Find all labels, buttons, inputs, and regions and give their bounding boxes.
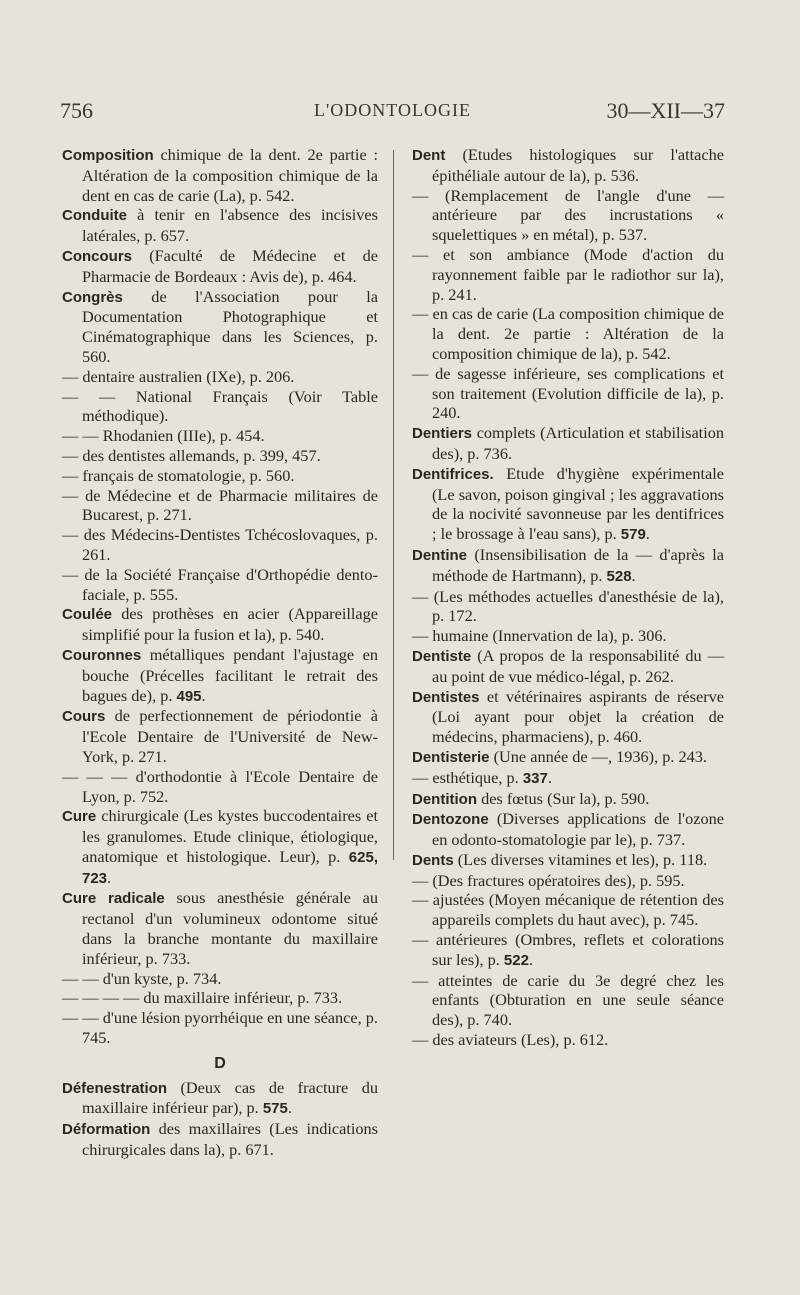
entry-text: — — — — du maxillaire inférieur, p. 733. [62,988,343,1008]
entry-text: de perfectionnement de périodontie à l'Ecole Dentaire de l'Université de New-York, p. 271. [82,706,378,766]
entry-text: — des dentistes allemands, p. 399, 457. [62,445,321,465]
entry-headword: Déformation [62,1121,151,1139]
entry-text: — de la Société Française d'Orthopédie dento-faciale, p. 555. [62,564,378,604]
index-entry [412,890,724,930]
index-entry [412,145,724,186]
entry-text: à tenir en l'absence des incisives latérales, p. 657. [82,205,378,246]
index-entry [62,1078,378,1120]
entry-page-bold: 495 [176,687,202,705]
entry-text: — — — d'orthodontie à l'Ecole Dentaire de Lyon, p. 752. [62,766,378,806]
entry-headword: Conduite [62,207,127,225]
entry-page-bold: 337 [522,769,548,787]
index-entry [412,646,724,687]
index-entry [62,645,378,706]
index-entry [62,246,378,287]
right-column [412,145,724,1050]
entry-text: et vétérinaires aspirants de réserve (Loi ayant pour objet la création de médecins, pharmaciens), p. 460. [432,686,724,747]
index-entry [412,626,724,646]
page-number: 756 [60,98,93,123]
index-entry [412,768,724,789]
page-header [60,98,725,132]
entry-page-bold: 575 [262,1100,288,1118]
entry-text: (Une année de —, 1936), p. 243. [489,746,708,766]
entry-tail: . [107,867,112,887]
index-entry [62,466,378,486]
entry-text: — — d'une lésion pyorrhéique en une séance, p. 745. [62,1008,378,1048]
entry-text: sous anesthésie générale au rectanol d'un volumineux odontome situé dans la branche montante du maxillaire inférieur, p. 733. [82,888,379,968]
index-entry [62,706,378,766]
entry-headword: Cure [62,808,97,826]
index-entry [412,747,724,768]
issue-date: 30—XII—37 [606,98,725,123]
index-entry [412,930,724,971]
entry-headword: Dentistes [412,688,480,706]
entry-text: — humaine (Innervation de la), p. 306. [412,626,667,646]
entry-tail: . [528,949,534,969]
index-entry [62,1008,378,1048]
entry-headword: Dentition [412,790,477,808]
entry-headword: Congrès [62,288,123,306]
entry-headword: Dentozone [412,811,489,829]
left-column [62,145,378,1160]
entry-text: Etude d'hygiène expérimentale (Le savon, poison gingival ; les aggravations de la nocivité savonneuse par les dentifrices ; le brossage à l'eau sans), p. [432,463,724,544]
index-entry [62,1119,378,1160]
entry-headword: Cours [62,708,106,726]
right-entries [412,145,724,1050]
entry-text: — français de stomatologie, p. 560. [62,465,295,485]
index-entry [62,367,378,387]
entry-tail: . [645,524,650,544]
entry-text: — (Les méthodes actuelles d'anesthésie de la), p. 172. [412,586,724,626]
entry-headword: Coulée [62,606,113,624]
entry-text: métalliques pendant l'ajustage en bouche (Précelles facilitant le retrait des bagues de), p. [82,644,378,705]
index-entry [412,971,724,1030]
index-entry [62,988,378,1008]
entry-headword: Dentiers [412,425,473,443]
entry-headword: Dentifrices. [412,465,494,483]
entry-headword: Couronnes [62,646,142,664]
index-entry [412,687,724,747]
entry-text: — ajustées (Moyen mécanique de rétention des appareils complets du haut avec), p. 745. [412,890,724,930]
entry-headword: Défenestration [62,1079,168,1097]
entry-headword: Dents [412,851,454,869]
entry-page-bold: 528 [606,567,632,585]
entry-text: — — Rhodanien (IIIe), p. 454. [62,426,265,446]
entry-text: — atteintes de carie du 3e degré chez les enfants (Obturation en une seule séance des), p. 740. [412,970,724,1030]
index-entry [62,287,378,367]
index-entry [62,387,378,427]
entry-headword: Cure radicale [62,890,165,908]
index-entry [412,809,724,850]
entry-headword: Concours [62,247,133,265]
index-entry [412,186,724,245]
index-entry [412,850,724,871]
entry-text: (Insensibilisation de la — d'après la méthode de Hartmann), p. [432,544,724,585]
entry-page-bold: 579 [620,526,646,544]
entry-text: — des Médecins-Dentistes Tchécoslovaques, p. 261. [62,525,378,564]
entry-text: (Deux cas de fracture du maxillaire inférieur par), p. [82,1077,378,1118]
index-entry [412,364,724,423]
entry-headword: Dentisterie [412,748,490,766]
index-entry [412,464,724,545]
index-entry [412,871,724,891]
left-entries-after [62,1078,378,1160]
index-entry [62,525,378,565]
index-entry [412,1030,724,1050]
left-entries [62,145,378,1048]
entry-text: (A propos de la responsabilité du — au point de vue médico-légal, p. 262. [432,645,724,686]
entry-text: — et son ambiance (Mode d'action du rayonnement faible par le radiothor sur la), p. 241. [412,244,724,304]
section-letter: D [214,1054,226,1072]
index-entry [412,304,724,363]
index-entry [62,806,378,888]
entry-text: — antérieures (Ombres, reflets et colorations sur les), p. [412,930,724,969]
entry-headword: Dentine [412,546,468,564]
entry-text: de l'Association pour la Documentation Photographique et Cinématographique dans les Sciences, p. 560. [82,286,378,366]
index-entry [62,565,378,605]
entry-text: — (Remplacement de l'angle d'une — antérieure par des incrustations « squelettiques » en métal), p. 537. [412,185,724,245]
entry-text: — en cas de carie (La composition chimique de la dent. 2e partie : Altération de la composition chimique de la), p. 542. [412,304,724,363]
entry-tail: . [287,1098,292,1118]
entry-text: (Diverses applications de l'ozone en odonto-stomatologie par le), p. 737. [432,809,724,850]
index-entry [62,604,378,645]
entry-text: — de sagesse inférieure, ses complications et son traitement (Evolution difficile de la), p. 240. [412,363,724,423]
entry-text: — esthétique, p. [412,767,523,787]
running-title: L'ODONTOLOGIE [314,100,471,120]
entry-headword: Dentiste [412,647,472,665]
entry-text: — — d'un kyste, p. 734. [62,968,222,988]
entry-text: — (Des fractures opératoires des), p. 595. [412,870,685,890]
index-entry [62,145,378,205]
index-entry [412,587,724,627]
entry-text: (Faculté de Médecine et de Pharmacie de Bordeaux : Avis de), p. 464. [82,245,378,286]
index-entry [62,205,378,246]
entry-text: — dentaire australien (IXe), p. 206. [62,366,295,386]
column-divider [393,150,394,860]
entry-tail: . [631,565,636,585]
entry-text: (Etudes histologiques sur l'attache épithéliale autour de la), p. 536. [432,145,724,185]
entry-text: — des aviateurs (Les), p. 612. [412,1030,609,1050]
index-entry [62,888,378,968]
entry-page-bold: 522 [503,951,529,969]
index-entry [412,245,724,304]
index-entry [412,789,724,810]
entry-headword: Dent [412,147,446,164]
entry-tail: . [201,685,206,705]
index-entry [412,423,724,464]
index-entry [62,426,378,446]
entry-text: — — National Français (Voir Table méthodique). [62,386,378,426]
entry-text: — de Médecine et de Pharmacie militaires de Bucarest, p. 271. [62,485,378,525]
entry-text: des prothèses en acier (Appareillage simplifié pour la fusion et la), p. 540. [82,604,378,645]
index-entry [62,767,378,807]
entry-page-bold: 625, 723 [82,848,378,887]
entry-text: complets (Articulation et stabilisation des), p. 736. [432,423,724,463]
entry-text: (Les diverses vitamines et les), p. 118. [453,849,708,869]
index-entry [412,545,724,587]
index-entry [62,446,378,466]
index-entry [62,486,378,526]
entry-text: des maxillaires (Les indications chirurgicales dans la), p. 671. [82,1119,378,1160]
index-entry [62,969,378,989]
entry-text: chimique de la dent. 2e partie : Altération de la composition chimique de la dent en cas de carie (La), p. 542. [82,145,378,205]
entry-text: des fœtus (Sur la), p. 590. [477,788,650,808]
entry-tail: . [547,767,552,787]
entry-headword: Composition [62,147,154,164]
entry-text: chirurgicale (Les kystes buccodentaires et les granulomes. Etude clinique, étiologique, anatomique et histologique. Leur), p. [82,806,378,866]
